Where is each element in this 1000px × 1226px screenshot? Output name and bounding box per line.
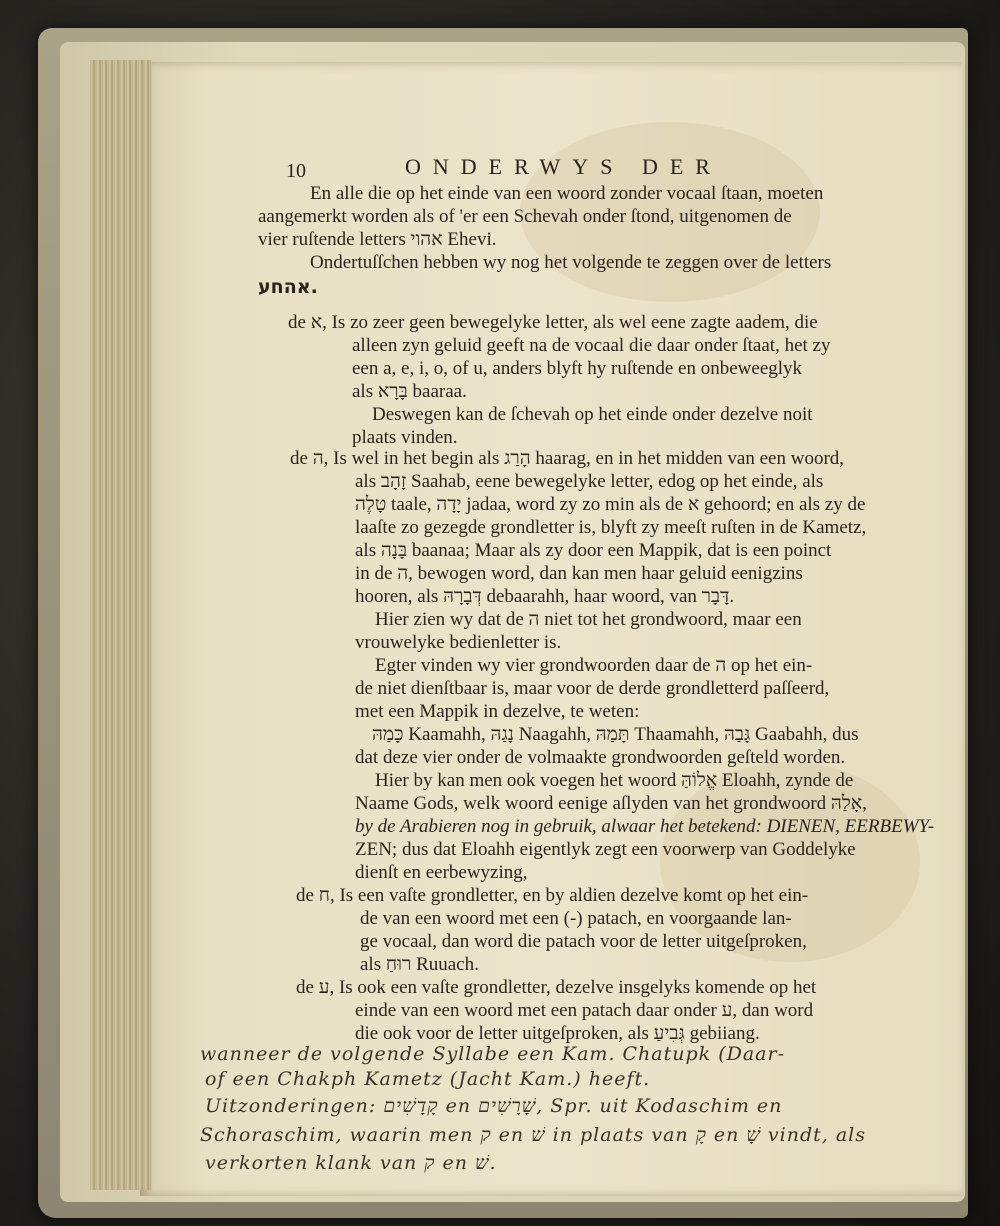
handwritten-note: wanneer de volgende Syllabe een Kam. Chatupk (Daar-: [200, 1043, 786, 1065]
text-line: ZEN; dus dat Eloahh eigentlyk zegt een voorwerp van Goddelyke: [355, 839, 856, 860]
text-line: een a, e, i, o, of u, anders blyft hy ruſtende en onbeweeglyk: [352, 358, 803, 379]
text-line: de ה, Is wel in het begin als הָרַג haarag, en in het midden van een woord,: [290, 448, 845, 469]
handwritten-note: of een Chakph Kametz (Jacht Kam.) heeft.: [205, 1068, 651, 1090]
handwritten-note: Schoraschim, waarin men ק en שׁ in plaats van קָ en שָׁ vindt, als: [200, 1124, 866, 1146]
text-line: כָּמַהּ Kaamahh, נָגַהּ Naagahh, תָּמַהּ Thaamahh, גָּבַהּ Gaabahh, dus: [372, 724, 859, 745]
text-line: de ע, Is ook een vaſte grondletter, dezelve insgelyks komende op het: [296, 977, 817, 998]
text-line: in de ה, bewogen word, dan kan men haar geluid eenigzins: [355, 563, 803, 584]
page-gutter: [90, 60, 152, 1190]
text-line: vier ruſtende letters אהוי Ehevi.: [258, 229, 497, 250]
text-line: als זָהָב Saahab, eene bewegelyke letter, edog op het einde, als: [355, 471, 824, 492]
text-line: de niet dienſtbaar is, maar voor de derde grondletterd paſſeerd,: [355, 678, 830, 699]
text-line: dat deze vier onder de volmaakte grondwoorden geſteld worden.: [355, 747, 846, 768]
text-line: Hier zien wy dat de ה niet tot het grondwoord, maar een: [375, 609, 802, 630]
text-line: als בָּרָא baaraa.: [352, 381, 467, 402]
text-line: de ח, Is een vaſte grondletter, en by aldien dezelve komt op het ein-: [296, 885, 809, 906]
text-line: by de Arabieren nog in gebruik, alwaar het betekend: DIENEN, EERBEWY-: [355, 816, 935, 837]
text-line: אהחע.: [258, 276, 318, 298]
text-line: hooren, als דְּבָרָהּ debaarahh, haar woord, van דָּבָר.: [355, 586, 735, 607]
text-line: met een Mappik in dezelve, te weten:: [355, 701, 640, 722]
text-line: Egter vinden wy vier grondwoorden daar de ה op het ein-: [375, 655, 813, 676]
text-line: plaats vinden.: [352, 427, 458, 448]
text-line: Deswegen kan de ſchevah op het einde onder dezelve noit: [372, 404, 813, 425]
text-line: Ondertuſſchen hebben wy nog het volgende te zeggen over de letters: [310, 252, 832, 273]
text-line: ge vocaal, dan word die patach voor de letter uitgeſproken,: [360, 931, 807, 952]
text-line: einde van een woord met een patach daar onder ע, dan word: [355, 1000, 814, 1021]
text-line: laaſte zo gezegde grondletter is, blyft zy meeſt ruſten in de Kametz,: [355, 517, 867, 538]
text-line: טָלֶה taale, יָדָה jadaa, word zy zo min als de א gehoord; en als zy de: [355, 494, 866, 515]
text-line: Hier by kan men ook voegen het woord אֱלוֹהַּ Eloahh, zynde de: [375, 770, 854, 791]
text-line: aangemerkt worden als of 'er een Schevah onder ſtond, uitgenomen de: [258, 206, 792, 227]
text-line: En alle die op het einde van een woord zonder vocaal ſtaan, moeten: [310, 183, 824, 204]
running-head: ONDERWYS DER: [405, 154, 722, 179]
handwritten-note: verkorten klank van ק en שׁ.: [205, 1152, 497, 1174]
text-line: dienſt en eerbewyzing,: [355, 862, 528, 883]
text-line: als בָּנָה baanaa; Maar als zy door een Mappik, dat is een poinct: [355, 540, 832, 561]
text-line: vrouwelyke bedienletter is.: [355, 632, 562, 653]
text-line: als רוּחַ Ruuach.: [360, 954, 479, 975]
text-line: die ook voor de letter uitgeſproken, als גְּבִיעַ gebiiang.: [355, 1023, 760, 1044]
text-line: alleen zyn geluid geeft na de vocaal die daar onder ſtaat, het zy: [352, 335, 831, 356]
text-line: de א, Is zo zeer geen bewegelyke letter, als wel eene zagte aadem, die: [288, 312, 818, 333]
text-line: de van een woord met een (-) patach, en voorgaande lan-: [360, 908, 792, 929]
handwritten-note: Uitzonderingen: קָדָשִׁים en שָׁרָשִׁים, Spr. uit Kodaschim en: [205, 1095, 783, 1117]
page-number: 10: [286, 160, 306, 182]
text-line: Naame Gods, welk woord eenige aſlyden van het grondwoord אָלַהּ,: [355, 793, 867, 814]
